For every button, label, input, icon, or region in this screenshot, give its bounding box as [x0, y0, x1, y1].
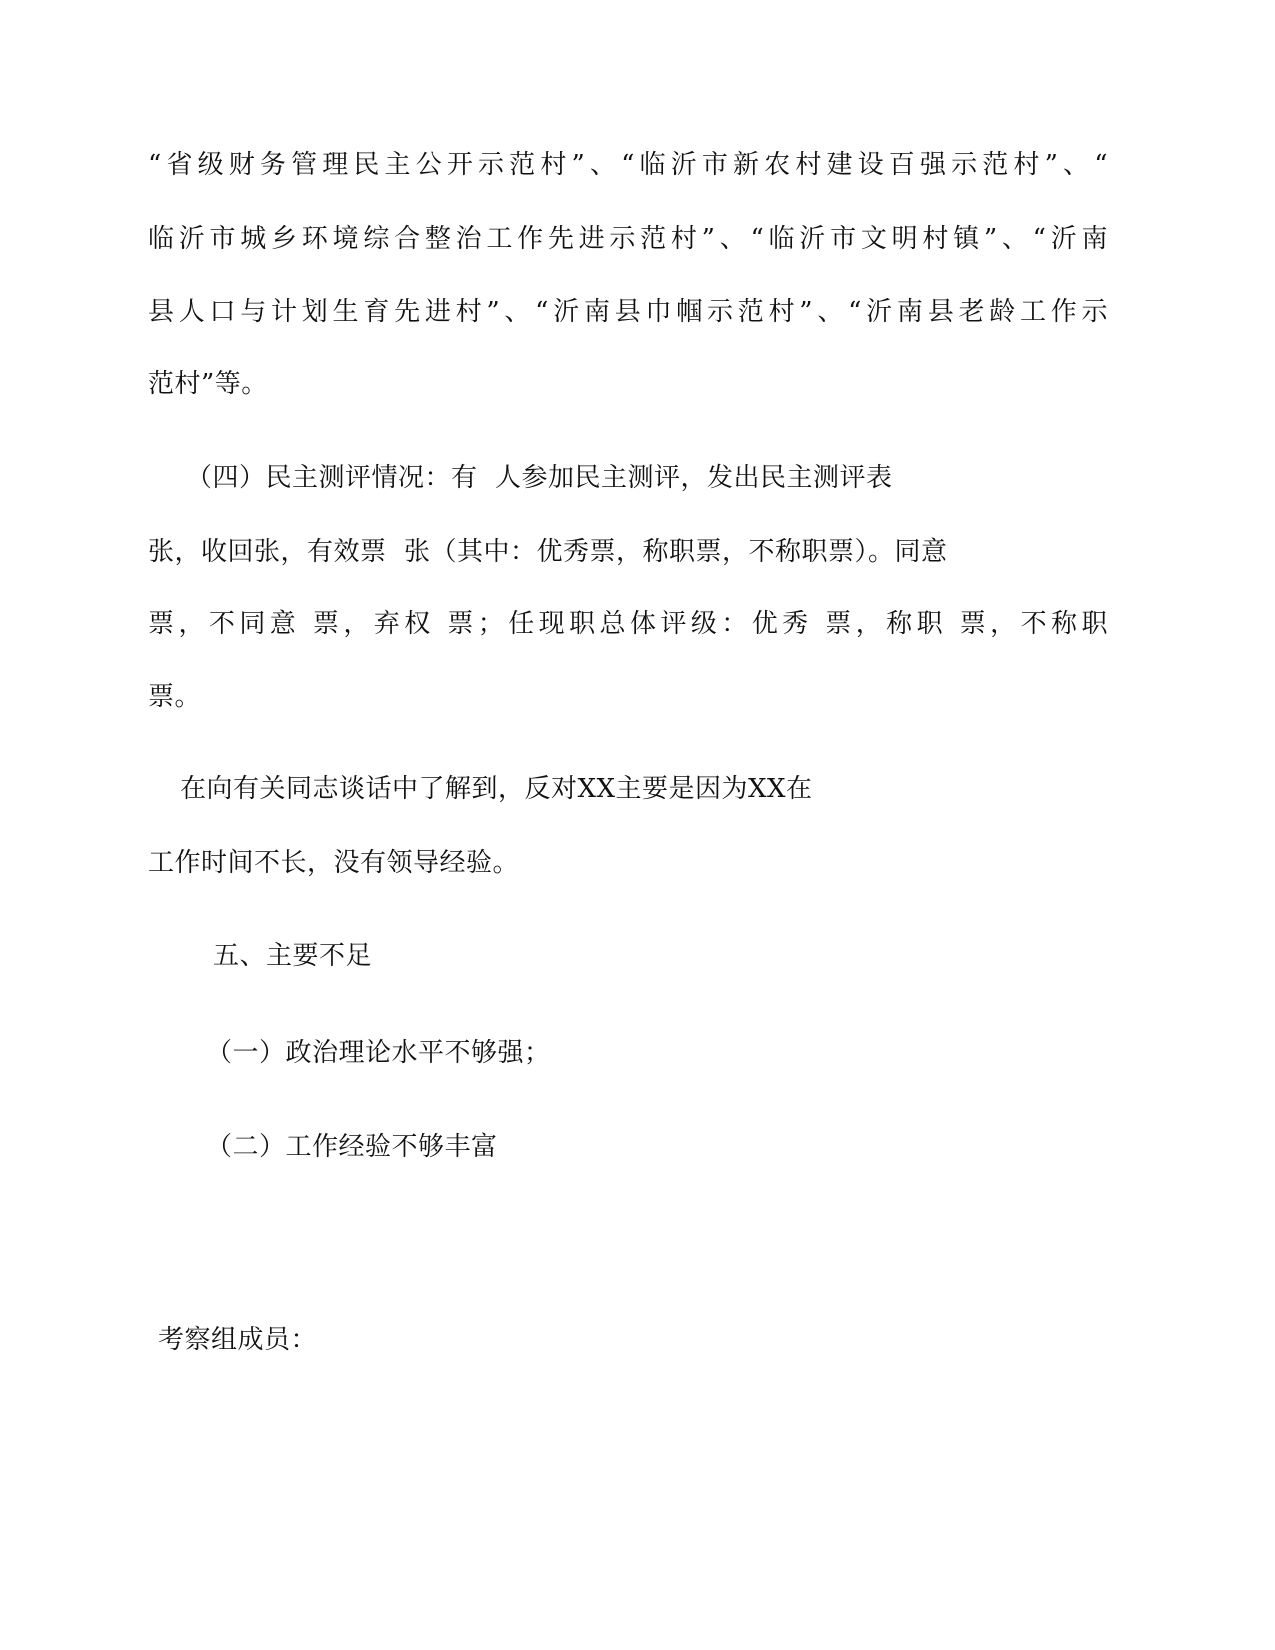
awards-line-2: 临沂市城乡环境综合整治工作先进示范村”、“临沂市文明村镇”、“沂南 [148, 224, 1108, 254]
evaluation-line-2: 张，收回张，有效票 张（其中：优秀票，称职票，不称职票）。同意 [148, 537, 948, 567]
inspection-team-label: 考察组成员： [158, 1325, 318, 1355]
evaluation-line-1: （四）民主测评情况：有 人参加民主测评，发出民主测评表 [186, 463, 893, 493]
awards-line-1: “省级财务管理民主公开示范村”、“临沂市新农村建设百强示范村”、“ [148, 150, 1108, 180]
awards-line-4: 范村”等。 [148, 369, 268, 399]
shortcoming-item-1: （一）政治理论水平不够强； [206, 1038, 551, 1068]
awards-line-3: 县人口与计划生育先进村”、“沂南县巾帼示范村”、“沂南县老龄工作示 [148, 297, 1108, 327]
shortcoming-item-2: （二）工作经验不够丰富 [206, 1132, 498, 1162]
section-heading-shortcomings: 五、主要不足 [213, 941, 373, 971]
evaluation-line-3: 票，不同意 票，弃权 票；任现职总体评级：优秀 票，称职 票，不称职 [148, 609, 1108, 639]
interview-line-1: 在向有关同志谈话中了解到，反对XX主要是因为XX在 [180, 774, 813, 804]
interview-line-2: 工作时间不长，没有领导经验。 [148, 848, 520, 878]
evaluation-line-4: 票。 [148, 682, 202, 712]
